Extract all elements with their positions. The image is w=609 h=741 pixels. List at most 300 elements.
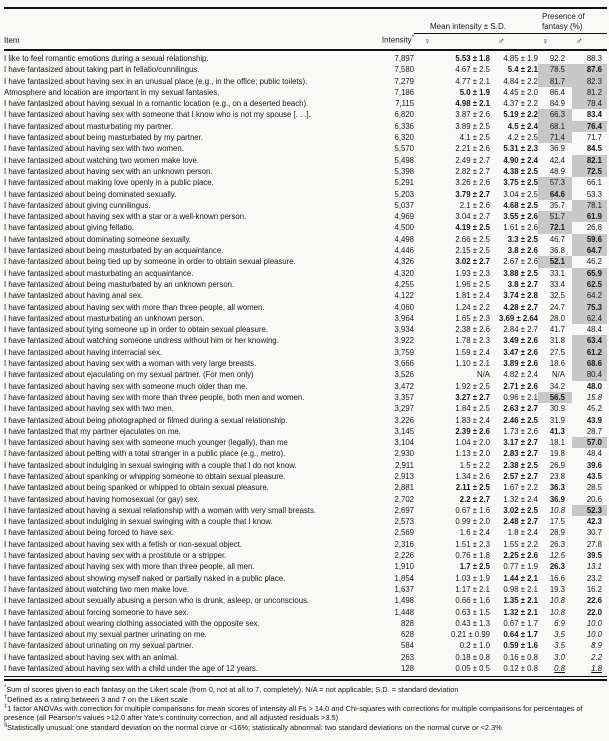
mean-male-cell: 4.37 ± 2.2 — [503, 99, 538, 109]
presence-male-cell: 48.4 — [586, 449, 602, 459]
item-cell: I have fantasized about having homosexual (or gay) sex. — [4, 494, 200, 504]
presence-male-cell: 48.4 — [586, 325, 602, 335]
presence-female-cell: 3.0 — [554, 652, 565, 662]
item-cell: I have fantasized that my partner ejaculates on me. — [4, 426, 181, 436]
intensity-cell: 2,930 — [394, 449, 414, 459]
mean-female-cell: 1.92 ± 2.5 — [455, 381, 490, 391]
item-cell: I have fantasized about being masturbated by an unknown person. — [4, 279, 235, 289]
intensity-cell: 2,697 — [394, 505, 414, 515]
item-cell: I have fantasized about urinating on my sexual partner. — [4, 641, 194, 651]
mean-female-cell: 1.13 ± 2.0 — [455, 449, 490, 459]
presence-female-cell: 56.5 — [538, 392, 572, 403]
table-row — [4, 347, 607, 358]
mean-female-cell: 3.26 ± 2.6 — [455, 178, 490, 188]
presence-male-cell: 57.0 — [572, 437, 607, 448]
table-row — [4, 53, 607, 64]
mean-male-cell: 0.16 ± 0.8 — [503, 652, 538, 662]
header-intensity-label: Intensity — [381, 36, 412, 45]
intensity-cell: 7,897 — [394, 54, 414, 63]
item-cell: I have fantasized about indulging in sexual swinging with a couple that I do not know. — [4, 460, 297, 470]
intensity-cell: 3,226 — [394, 415, 414, 425]
mean-female-cell: 0.2 ± 1.0 — [459, 641, 490, 651]
table-row — [4, 381, 607, 392]
intensity-cell: 7,580 — [394, 65, 414, 75]
presence-male-cell: 65.9 — [572, 268, 607, 279]
intensity-cell: 3,759 — [394, 347, 414, 357]
mean-male-cell: 1.73 ± 2.6 — [503, 426, 538, 436]
intensity-cell: 1,910 — [394, 562, 414, 572]
presence-male-cell: 13.1 — [586, 562, 602, 572]
mean-female-cell: 2.11 ± 2.5 — [455, 483, 490, 493]
mean-female-cell: 0.05 ± 0.5 — [455, 664, 490, 674]
item-cell: I have fantasized about having sex with more than three people, all women. — [4, 302, 265, 312]
male-symbol: ♂ — [498, 36, 505, 46]
presence-female-cell: 18.1 — [549, 438, 565, 448]
mean-female-cell: 1.96 ± 2.5 — [455, 279, 490, 289]
intensity-footnote-marker: * — [411, 35, 414, 42]
table-row — [4, 618, 607, 629]
table-row — [4, 98, 607, 109]
presence-female-cell: 42.4 — [549, 155, 565, 165]
intensity-cell: 2,573 — [394, 517, 414, 527]
presence-male-cell: 66.1 — [586, 178, 602, 188]
mean-male-cell: 1.44 ± 2.1 — [503, 573, 538, 583]
mean-female-cell: 0.43 ± 1.3 — [455, 618, 490, 628]
item-cell: I have fantasized about having sex with two men. — [4, 404, 174, 414]
presence-female-cell: 86.4 — [549, 87, 565, 97]
table-row — [4, 516, 607, 527]
presence-male-cell: 62.4 — [572, 313, 607, 324]
presence-female-cell: 46.7 — [549, 234, 565, 244]
mean-female-cell: 2.66 ± 2.5 — [455, 234, 490, 244]
table-row — [4, 268, 607, 279]
presence-male-cell: 45.2 — [586, 404, 602, 414]
presence-female-cell: 6.9 — [554, 618, 565, 628]
table-row — [4, 121, 607, 132]
footnote: ‡1 factor ANOVAs with correction for multiple comparisons for mean scores of intensity all Fs > 14.0 and Chi-squares with corrections for multiple comparisons for percentages of presence (all Pearson's values >12.0 after Yate's continuity correction, and all adjusted residuals >3.5) — [4, 703, 583, 723]
mean-female-cell: 0.99 ± 2.0 — [455, 517, 490, 527]
mean-male-cell: 0.59 ± 1.6 — [503, 641, 538, 651]
header-item-label: Item — [4, 36, 20, 45]
mean-female-cell: 4.1 ± 2.5 — [459, 133, 490, 143]
mean-female-cell: 2.15 ± 2.5 — [455, 246, 490, 256]
presence-female-cell: 19.8 — [549, 449, 565, 459]
mean-female-cell: 1.7 ± 2.5 — [459, 562, 490, 572]
header-mean-subrow — [411, 34, 538, 46]
presence-male-cell: 43.5 — [586, 471, 602, 481]
mean-male-cell: 0.64 ± 1.7 — [503, 630, 538, 640]
mean-male-cell: 2.63 ± 2.7 — [503, 404, 538, 414]
item-cell: I have fantasized about having sex with more than three people, all men. — [4, 562, 255, 572]
presence-female-cell: 10.8 — [549, 505, 565, 515]
presence-male-cell: 52.3 — [572, 505, 607, 516]
intensity-cell: 2,881 — [394, 483, 414, 493]
table-row — [4, 607, 607, 618]
intensity-cell: 1,448 — [394, 607, 414, 617]
presence-male-cell: 27.8 — [586, 539, 602, 549]
presence-male-cell: 61.2 — [572, 347, 607, 358]
table-row — [4, 573, 607, 584]
intensity-cell: 828 — [400, 618, 414, 628]
header-intensity — [376, 35, 414, 46]
intensity-cell: 2,913 — [394, 471, 414, 481]
presence-male-cell: 83.4 — [586, 110, 602, 120]
mean-female-cell: 1.84 ± 2.5 — [455, 404, 490, 414]
intensity-cell: 5,570 — [394, 144, 414, 154]
mean-female-cell: 2.49 ± 2.7 — [455, 155, 490, 165]
presence-female-cell: 26.3 — [549, 562, 565, 572]
presence-female-cell: N/A — [552, 370, 565, 380]
item-cell: I have fantasized about being spanked or whipped to obtain sexual pleasure. — [4, 483, 269, 493]
mean-male-cell: 4.90 ± 2.4 — [503, 155, 538, 165]
mean-female-cell: 1.34 ± 2.6 — [455, 471, 490, 481]
presence-female-cell: 3.5 — [554, 641, 565, 651]
intensity-cell: 4,498 — [394, 234, 414, 244]
mean-male-cell: 3.69 ± 2.64 — [499, 313, 538, 323]
presence-male-cell: 30.7 — [586, 528, 602, 538]
table-header — [4, 12, 607, 46]
intensity-cell: 3,357 — [394, 392, 414, 402]
mean-male-cell: 1.8 ± 2.4 — [507, 528, 538, 538]
table-row — [4, 324, 607, 335]
presence-male-cell: 61.9 — [572, 211, 607, 222]
intensity-cell: 3,666 — [394, 359, 414, 369]
presence-male-cell: 53.3 — [586, 189, 602, 199]
intensity-cell: 5,398 — [394, 166, 414, 176]
presence-male-cell: 88.3 — [586, 54, 602, 63]
table-row — [4, 561, 607, 572]
item-cell: I have fantasized about showing myself naked or partially naked in a public place. — [4, 573, 286, 583]
presence-male-cell: 68.6 — [572, 358, 607, 369]
mean-female-cell: 0.76 ± 1.8 — [455, 551, 490, 561]
presence-male-cell: 64.7 — [572, 245, 607, 256]
item-cell: I have fantasized about making love openly in a public place. — [4, 178, 214, 188]
table-row — [4, 460, 607, 471]
presence-female-cell: 72.1 — [538, 222, 572, 233]
presence-label-line1: Presence of — [542, 12, 585, 21]
presence-female-cell: 10.8 — [549, 607, 565, 617]
intensity-cell: 4,326 — [394, 257, 414, 267]
table-row — [4, 64, 607, 75]
mean-female-cell: 2.1 ± 2.6 — [459, 200, 490, 210]
item-cell: I have fantasized about having sex with two women. — [4, 144, 184, 154]
presence-female-cell: 0.8 — [554, 664, 565, 674]
table-row — [4, 415, 607, 426]
item-cell: I have fantasized about masturbating an acquaintance. — [4, 268, 194, 278]
mean-male-cell: 4.45 ± 2.0 — [503, 87, 538, 97]
mean-male-cell: 2.38 ± 2.5 — [503, 460, 538, 470]
mean-male-cell: 2.25 ± 2.6 — [503, 551, 538, 561]
item-cell: I have fantasized about being forced to have sex. — [4, 528, 174, 538]
mean-female-cell: 0.66 ± 1.6 — [455, 596, 490, 606]
header-presence-subrow — [538, 34, 607, 46]
item-cell: I have fantasized about having sex with a woman with very large breasts. — [4, 359, 257, 369]
intensity-cell: 7,279 — [394, 76, 414, 86]
mean-female-cell: 3.04 ± 2.7 — [455, 212, 490, 222]
mean-male-cell: 3.8 ± 2.6 — [507, 246, 538, 256]
item-cell: I have fantasized about being masturbated by an acquaintance. — [4, 246, 224, 256]
mean-female-cell: 1.03 ± 1.9 — [455, 573, 490, 583]
item-cell: I like to feel romantic emotions during a sexual relationship. — [4, 54, 209, 63]
presence-female-cell: 84.9 — [549, 99, 565, 109]
intensity-cell: 4,122 — [394, 291, 414, 301]
presence-female-cell: 26.3 — [549, 539, 565, 549]
presence-female-cell: 78.5 — [538, 64, 572, 75]
mean-male-cell: 1.32 ± 2.4 — [503, 494, 538, 504]
item-cell: I have fantasized about taking part in fellatio/cunnilingus. — [4, 65, 200, 75]
intensity-cell: 4,969 — [394, 212, 414, 222]
mean-male-cell: 2.57 ± 2.7 — [503, 471, 538, 481]
mean-male-cell: 3.49 ± 2.6 — [503, 336, 538, 346]
presence-female-cell: 35.7 — [549, 200, 565, 210]
mean-female-cell: 1.5 ± 2.2 — [459, 460, 490, 470]
item-cell: I have fantasized about petting with a total stranger in a public place (e.g., metro). — [4, 449, 286, 459]
footnotes — [4, 685, 607, 731]
table-row — [4, 76, 607, 87]
item-cell: I have fantasized about having sexual in a romantic location (e.g., on a deserted beach). — [4, 99, 309, 109]
table-row — [4, 132, 607, 143]
table-row — [4, 256, 607, 267]
mean-female-cell: N/A — [477, 370, 490, 380]
mean-male-cell: 2.46 ± 2.5 — [503, 415, 538, 425]
footnote: *Sum of scores given to each fantasy on the Likert scale (from 0, not at all to 7, completely). N/A = not applicable; S.D. = standard deviation — [4, 684, 459, 695]
presence-female-cell: 41.3 — [549, 426, 565, 436]
table-row — [4, 652, 607, 663]
presence-female-cell: 36.9 — [549, 494, 565, 504]
intensity-cell: 3,964 — [394, 313, 414, 323]
item-cell: I have fantasized about having sex with a prostitute or a stripper. — [4, 551, 227, 561]
presence-female-cell: 32.5 — [549, 291, 565, 301]
mean-female-cell: 0.21 ± 0.99 — [451, 630, 490, 640]
mean-female-cell: 1.04 ± 2.0 — [455, 438, 490, 448]
presence-male-cell: 10.0 — [586, 618, 602, 628]
female-symbol: ♀ — [424, 36, 431, 46]
item-cell: I have fantasized about forcing someone to have sex. — [4, 607, 189, 617]
intensity-cell: 5,203 — [394, 189, 414, 199]
presence-female-cell: 68.1 — [538, 121, 572, 132]
presence-female-cell: 26.9 — [549, 460, 565, 470]
presence-female-cell: 18.6 — [549, 359, 565, 369]
intensity-cell: 5,498 — [394, 155, 414, 165]
mean-female-cell: 3.89 ± 2.5 — [455, 121, 490, 131]
footnote-marker: † — [4, 694, 8, 701]
intensity-cell: 6,336 — [394, 121, 414, 131]
presence-female-cell: 51.7 — [538, 211, 572, 222]
presence-male-cell: 84.5 — [586, 144, 602, 154]
table-row — [4, 290, 607, 301]
mean-female-cell: 3.02 ± 2.7 — [455, 257, 490, 267]
table-bottom-rule — [4, 676, 607, 681]
intensity-cell: 3,922 — [394, 336, 414, 346]
mean-male-cell: 4.85 ± 1.9 — [503, 54, 538, 63]
table-row — [4, 550, 607, 561]
mean-male-cell: 3.74 ± 2.8 — [503, 291, 538, 301]
item-cell: I have fantasized about being masturbated by my partner. — [4, 133, 203, 143]
mean-male-cell: 3.47 ± 2.6 — [503, 347, 538, 357]
intensity-cell: 3,297 — [394, 404, 414, 414]
presence-male-cell: 43.9 — [586, 415, 602, 425]
intensity-cell: 4,060 — [394, 302, 414, 312]
intensity-cell: 2,226 — [394, 551, 414, 561]
header-item — [4, 36, 376, 46]
presence-male-cell: 64.2 — [572, 290, 607, 301]
mean-female-cell: 1.78 ± 2.3 — [455, 336, 490, 346]
mean-female-cell: 1.59 ± 2.4 — [455, 347, 490, 357]
presence-male-cell: 59.6 — [572, 234, 607, 245]
mean-male-cell: 4.2 ± 2.5 — [507, 133, 538, 143]
mean-female-cell: 5.0 ± 1.9 — [459, 87, 490, 97]
mean-female-cell: 0.67 ± 1.6 — [455, 505, 490, 515]
presence-female-cell: 33.4 — [549, 279, 565, 289]
intensity-cell: 1,854 — [394, 573, 414, 583]
presence-male-cell: 10.0 — [586, 630, 602, 640]
intensity-cell: 1,637 — [394, 584, 414, 594]
mean-male-cell: 0.12 ± 0.8 — [503, 664, 538, 674]
presence-male-cell: 82.3 — [572, 76, 607, 87]
item-cell: I have fantasized about having a sexual relationship with a woman with very small breasts. — [4, 505, 317, 515]
mean-male-cell: 2.83 ± 2.7 — [503, 449, 538, 459]
intensity-cell: 128 — [400, 664, 414, 674]
item-cell: I have fantasized about dominating someone sexually. — [4, 234, 192, 244]
presence-female-cell: 24.7 — [549, 302, 565, 312]
mean-male-cell: 3.89 ± 2.6 — [503, 359, 538, 369]
intensity-cell: 3,526 — [394, 370, 414, 380]
presence-male-cell: 71.7 — [586, 133, 602, 143]
mean-male-cell: 3.3 ± 2.5 — [507, 234, 538, 244]
presence-male-cell: 46.2 — [586, 257, 602, 267]
mean-female-cell: 1.6 ± 2.4 — [459, 528, 490, 538]
presence-female-cell: 31.9 — [549, 415, 565, 425]
intensity-cell: 263 — [400, 652, 414, 662]
table-row — [4, 437, 607, 448]
mean-female-cell: 3.87 ± 2.6 — [455, 110, 490, 120]
table-row — [4, 279, 607, 290]
intensity-cell: 1,498 — [394, 596, 414, 606]
intensity-cell: 4,255 — [394, 279, 414, 289]
table-body — [4, 53, 607, 674]
presence-male-cell: 80.4 — [572, 369, 607, 380]
paper-table-page — [0, 7, 609, 732]
presence-male-cell: 20.6 — [586, 494, 602, 504]
table-row — [4, 222, 607, 233]
presence-male-cell: 39.5 — [586, 551, 602, 561]
item-cell: I have fantasized about being dominated sexually. — [4, 189, 177, 199]
presence-male-cell: 28.5 — [586, 483, 602, 493]
mean-male-cell: 3.17 ± 2.7 — [503, 438, 538, 448]
table-row — [4, 335, 607, 346]
mean-male-cell: 3.55 ± 2.6 — [503, 212, 538, 222]
intensity-cell: 2,316 — [394, 539, 414, 549]
table-row — [4, 166, 607, 177]
intensity-cell: 6,820 — [394, 110, 414, 120]
item-cell: I have fantasized about wearing clothing associated with the opposite sex. — [4, 618, 260, 628]
item-cell: I have fantasized about watching someone undress without him or her knowing. — [4, 336, 279, 346]
intensity-cell: 3,145 — [394, 426, 414, 436]
presence-female-cell: 36.3 — [549, 483, 565, 493]
item-cell: I have fantasized about giving fellatio. — [4, 223, 135, 233]
item-cell: I have fantasized about tying someone up in order to obtain sexual pleasure. — [4, 325, 268, 335]
table-row — [4, 448, 607, 459]
intensity-cell: 5,037 — [394, 200, 414, 210]
table-row — [4, 109, 607, 120]
presence-female-cell: 36.9 — [549, 144, 565, 154]
intensity-cell: 584 — [400, 641, 414, 651]
presence-female-cell: 10.8 — [549, 596, 565, 606]
table-top-rule — [4, 7, 607, 9]
presence-male-cell: 76.4 — [572, 121, 607, 132]
mean-female-cell: 1.10 ± 2.1 — [455, 359, 490, 369]
mean-male-cell: 4.28 ± 2.7 — [503, 302, 538, 312]
mean-female-cell: 3.79 ± 2.7 — [455, 189, 490, 199]
table-row — [4, 494, 607, 505]
item-cell: I have fantasized about having sex with someone much older than me. — [4, 381, 248, 391]
table-row — [4, 527, 607, 538]
presence-male-cell: 23.2 — [586, 573, 602, 583]
mean-female-cell: 0.63 ± 1.5 — [455, 607, 490, 617]
mean-female-cell: 0.18 ± 0.8 — [455, 652, 490, 662]
item-cell: I have fantasized about having sex with a fetish or non-sexual object. — [4, 539, 242, 549]
mean-female-cell: 1.81 ± 2.4 — [455, 291, 490, 301]
mean-male-cell: 0.98 ± 2.1 — [503, 584, 538, 594]
mean-female-cell: 2.39 ± 2.6 — [455, 426, 490, 436]
presence-female-cell: 23.8 — [549, 471, 565, 481]
presence-male-cell: 2.2 — [591, 652, 602, 662]
table-row — [4, 143, 607, 154]
mean-female-cell: 2.82 ± 2.7 — [455, 166, 490, 176]
intensity-cell: 7,115 — [395, 99, 414, 109]
table-row — [4, 189, 607, 200]
mean-female-cell: 4.19 ± 2.5 — [455, 223, 490, 233]
presence-male-cell: 63.4 — [572, 335, 607, 346]
mean-male-cell: 4.82 ± 2.4 — [503, 370, 538, 380]
table-row — [4, 539, 607, 550]
mean-male-cell: 1.55 ± 2.2 — [503, 539, 538, 549]
intensity-cell: 4,500 — [394, 223, 414, 233]
footnote: §Statistically unusual: one standard deviation on the normal curve or <16%; statistically abnormal: two standard deviations on the normal curve or <2.3% — [4, 722, 502, 732]
table-row — [4, 584, 607, 595]
mean-male-cell: 3.04 ± 2.5 — [503, 189, 538, 199]
item-cell: I have fantasized about sexually abusing a person who is drunk, asleep, or unconscious. — [4, 596, 310, 606]
presence-male-cell: 42.3 — [586, 517, 602, 527]
header-presence-group-label — [538, 12, 607, 34]
presence-female-cell: 34.2 — [549, 381, 565, 391]
presence-male-cell: 39.6 — [586, 460, 602, 470]
table-row — [4, 245, 607, 256]
intensity-cell: 2,569 — [394, 528, 414, 538]
presence-male-cell: 82.1 — [572, 155, 607, 166]
presence-female-cell: 57.3 — [538, 177, 572, 188]
table-row — [4, 392, 607, 403]
table-row — [4, 595, 607, 606]
mean-male-cell: 1.61 ± 2.6 — [503, 223, 538, 233]
footnote-marker: ‡ — [4, 703, 8, 710]
female-symbol: ♀ — [542, 36, 549, 46]
item-cell: I have fantasized about watching two women make love. — [4, 155, 200, 165]
item-cell: I have fantasized about having sex with a child under the age of 12 years. — [4, 664, 258, 674]
mean-male-cell: 0.67 ± 1.7 — [503, 618, 538, 628]
item-cell: I have fantasized about masturbating an unknown person. — [4, 313, 205, 323]
mean-male-cell: 0.96 ± 2.1 — [503, 392, 538, 402]
presence-male-cell: 16.2 — [586, 584, 602, 594]
header-bottom-rule — [4, 49, 607, 51]
item-cell: I have fantasized about giving cunnilingus. — [4, 200, 151, 210]
intensity-cell: 2,911 — [395, 460, 414, 470]
mean-male-cell: 3.02 ± 2.5 — [503, 505, 538, 515]
table-row — [4, 663, 607, 674]
mean-female-cell: 4.77 ± 2.1 — [455, 76, 490, 86]
header-mean-group-label: Mean intensity ± S.D. — [414, 22, 538, 35]
table-row — [4, 200, 607, 211]
